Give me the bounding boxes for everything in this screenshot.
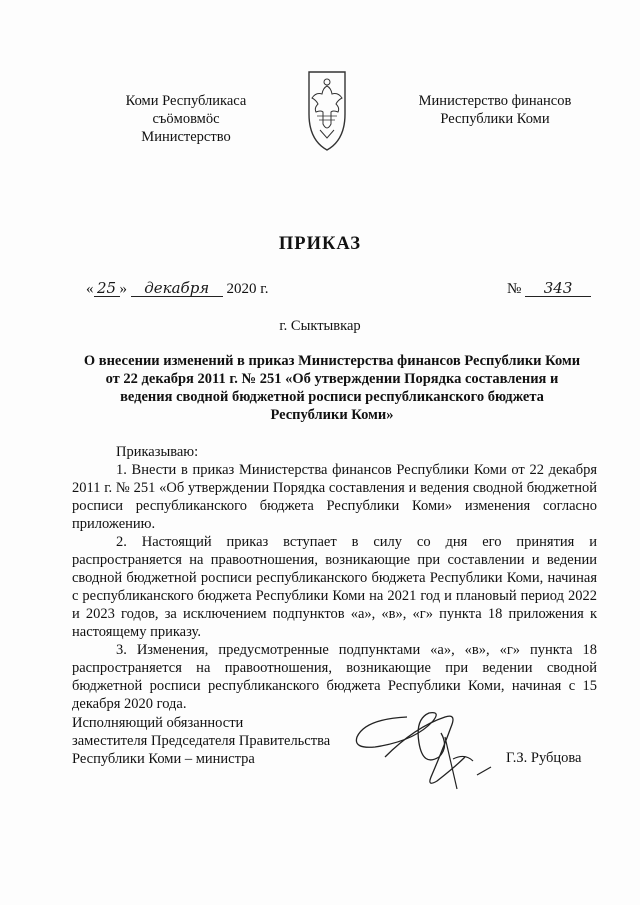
date-year: 2020 г.	[226, 281, 269, 297]
order-paragraph: 1. Внести в приказ Министерства финансов Республики Коми от 22 декабря 2011 г. № 251 «Об утверждении Порядка составления и ведения сводной бюджетной росписи республиканского бюджета Республики Коми» изменения согласно приложению.	[72, 462, 597, 532]
handwritten-signature-icon	[345, 697, 510, 797]
order-body	[72, 443, 597, 713]
header-right-ministry	[405, 92, 585, 128]
subject-line: О внесении изменений в приказ Министерства финансов Республики Коми	[83, 353, 581, 369]
header-right-line: Министерство финансов	[418, 93, 572, 109]
date-close-quote: »	[119, 281, 127, 297]
number-value: 343	[525, 280, 591, 297]
header-left-line: съӧмовмӧс	[152, 111, 220, 127]
subject-line: ведения сводной бюджетной росписи республиканского бюджета	[120, 389, 544, 405]
position-line: заместителя Председателя Правительства	[72, 733, 331, 749]
header-left-komi	[96, 92, 276, 146]
order-paragraph: 2. Настоящий приказ вступает в силу со дня его принятия и распространяется на правоотношения, возникающие при составлении и ведении сводной бюджетной росписи республиканского бюджета Республики Коми, начиная с республиканского бюджета Республики Коми на 2021 год и плановый период 2022 и 2023 годов, за исключением подпунктов «а», «в», «г» пункта 18 приложения к настоящему приказу.	[72, 534, 597, 640]
order-paragraph: 3. Изменения, предусмотренные подпунктами «а», «в», «г» пункта 18 распространяется на правоотношения, возникающие при ведении сводной бюджетной росписи республиканского бюджета Республики Коми, начиная с 15 декабря 2020 года.	[72, 642, 597, 712]
document-title: ПРИКАЗ	[278, 234, 362, 254]
date-month: декабря	[131, 280, 223, 297]
position-line: Исполняющий обязанности	[72, 715, 244, 731]
order-intro: Приказываю:	[116, 444, 199, 460]
subject-line: Республики Коми»	[270, 407, 394, 423]
order-subject	[72, 352, 592, 424]
signer-name: Г.З. Рубцова	[506, 750, 582, 766]
order-date	[86, 280, 268, 298]
header-left-line: Коми Республикаса	[125, 93, 247, 109]
header-right-line: Республики Коми	[440, 111, 550, 127]
city-line: г. Сыктывкар	[279, 318, 361, 334]
date-day: 25	[94, 280, 120, 297]
header-left-line: Министерство	[141, 129, 231, 145]
date-open-quote: «	[86, 281, 94, 297]
coat-of-arms-icon	[306, 66, 348, 154]
signatory-position	[72, 714, 372, 768]
position-line: Республики Коми – министра	[72, 751, 255, 767]
number-prefix: №	[507, 281, 522, 297]
order-number	[507, 280, 591, 298]
subject-line: от 22 декабря 2011 г. № 251 «Об утверждении Порядка составления и	[105, 371, 559, 387]
